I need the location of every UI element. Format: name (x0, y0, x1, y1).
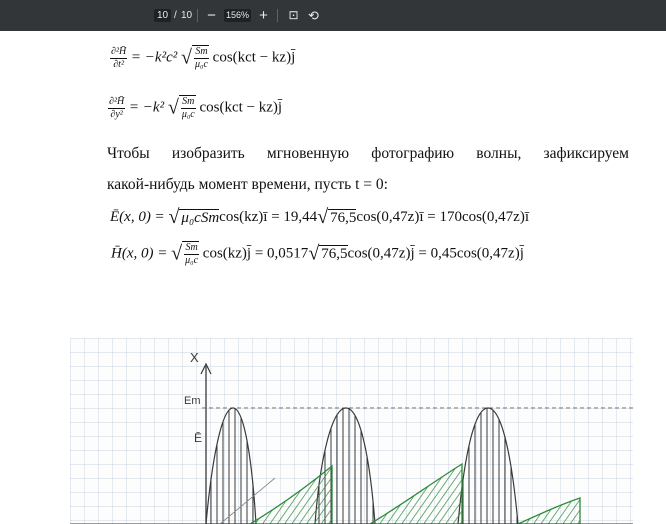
equation-3: Ē(x, 0) = √ μ₀cSmcos(kz)ī = 19,44√ 76,5cos(0,47z)ī = 170cos(0,47z)ī (110, 206, 530, 228)
eq1-coefficient: = −k²c² (130, 49, 178, 66)
label-e-vector: Ē (194, 431, 203, 445)
label-em: Em (184, 395, 201, 407)
minus-icon[interactable]: − (207, 7, 216, 24)
zoom-input[interactable]: 156% (225, 10, 250, 20)
eq4-sqrt: $\frac{Sm}{\text{μ₀c}}$ (182, 241, 199, 267)
page-total: 10 (181, 10, 193, 21)
pdf-toolbar (0, 0, 666, 31)
document-page (0, 31, 666, 524)
eq2-coefficient: = −k² (128, 99, 165, 116)
eq1-derivative: $\frac{\text{∂²H̄}}{\text{∂t²}}$ (111, 45, 127, 70)
hand-drawn-wave-sketch (70, 338, 633, 524)
fit-page-icon[interactable]: ⊡ (288, 8, 299, 22)
page-number-input[interactable]: 10 (154, 9, 171, 22)
page-separator: / (174, 10, 177, 21)
toolbar-divider (277, 9, 278, 22)
equation-2: $\frac{\text{∂²H̄}}{\text{∂y²}}$ = −k² √ $\frac{Sm}{\text{μ₀c}}$ cos(kct − kz)j̄ (109, 95, 283, 120)
eq3-sqrt: μ₀cSm (181, 209, 220, 226)
rotate-icon[interactable]: ⟲ (308, 8, 319, 23)
eq2-tail: cos(kct − kz)j̄ (199, 99, 283, 116)
eq1-tail: cos(kct − kz)j̄ (212, 49, 296, 66)
plus-icon[interactable]: + (259, 7, 268, 24)
equation-4: H̄(x, 0) = √ $\frac{Sm}{\text{μ₀c}}$ cos(kz)j̄ = 0,0517√ 76,5cos(0,47z)j̄ = 0,45cos(0,47z)j̄ (111, 242, 524, 266)
toolbar-divider (197, 9, 198, 22)
eq1-sqrt: $\frac{Sm}{\text{μ₀c}}$ (192, 45, 209, 71)
paragraph-line-1: Чтобы изобразить мгновенную фотографию волны, зафиксируем (107, 145, 629, 162)
axis-label-x: X (190, 350, 199, 365)
paragraph-line-2: какой-нибудь момент времени, пусть t = 0: (107, 176, 388, 193)
eq2-sqrt: $\frac{Sm}{\text{μ₀c}}$ (179, 95, 196, 121)
equation-1: $\frac{\text{∂²H̄}}{\text{∂t²}}$ = −k²c² √ $\frac{Sm}{\text{μ₀c}}$ cos(kct − kz)j̄ (111, 45, 296, 70)
